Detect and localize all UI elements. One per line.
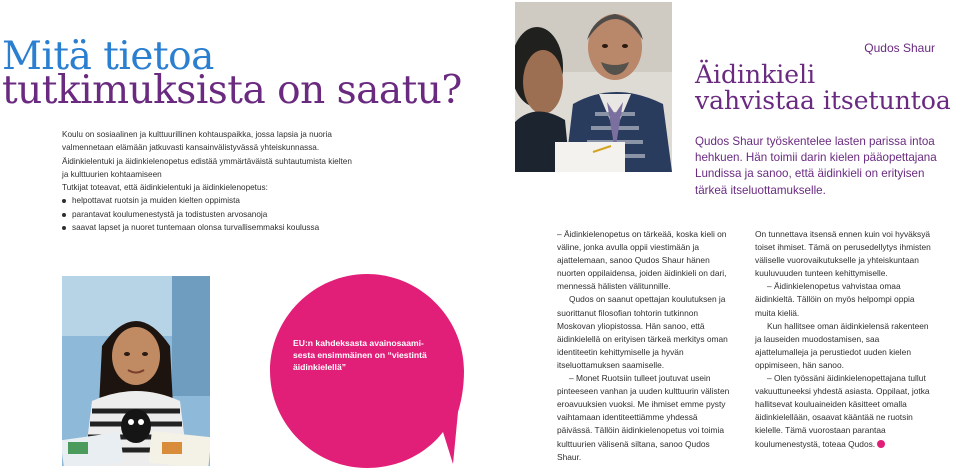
- intro-paragraph: Tutkijat toteavat, että äidinkielentuki ja äidinkielenopetus:: [62, 183, 268, 193]
- article-heading: [695, 62, 951, 114]
- girl-photo: [62, 276, 210, 466]
- paragraph: – Monet Ruotsiin tulleet joutuvat usein pinteeseen vanhan ja uuden kulttuurin välisten eroavuuksien vuoksi. Me ihmiset emme pysty vaihtamaan identiteettiämme yhdessä päivässä. Tällöin äidinkielenopetus voi toimia kulttuurien välisenä siltana, sanoo Qudos Shaur.: [557, 373, 730, 462]
- paragraph: [755, 372, 931, 451]
- list-item: helpottavat ruotsin ja muiden kielten oppimista: [62, 194, 352, 207]
- list-item: saavat lapset ja nuoret tuntemaan olonsa turvallisemmaksi koulussa: [62, 221, 352, 234]
- heading-line-2: vahvistaa itsetuntoa: [695, 86, 951, 115]
- intro-paragraph: Koulu on sosiaalinen ja kulttuurillinen kohtauspaikka, jossa lapsia ja nuoria valmennetaan elämään jatkuvasti kansainvälistyvässä yhteiskunnassa. Äidinkielentuki ja äidinkielenopetus edistää ymmärtäväistä suhtautumista kielten ja kulttuurien kohtaamiseen: [62, 130, 352, 179]
- page-title: [2, 34, 462, 113]
- bubble-text: EU:n kahdeksasta avainosaami- sesta ensimmäinen on “viestintä äidinkielellä”: [293, 338, 427, 372]
- paragraph: On tunnettava itsensä ennen kuin voi hyväksyä toiset ihmiset. Tämä on perusedellytys ihmisten väliselle vuorovaikutukselle ja yhteiskuntaan kuuluvuuden tunteen kehittymiselle.: [755, 229, 931, 279]
- article-column-2: [755, 228, 931, 451]
- teacher-photo: [515, 2, 672, 172]
- intro-text: [62, 128, 352, 234]
- title-line-2: tutkimuksista on saatu?: [2, 68, 462, 113]
- findings-list: [62, 194, 352, 234]
- paragraph: Qudos on saanut opettajan koulutuksen ja suorittanut filosofian tohtorin tutkinnon Moskovan yliopistossa. Hän sanoo, että äidinkielellä on erityisen tärkeä merkitys oman identiteetin kehittymiselle ja hyvän itseluottamuksen saamiselle.: [557, 294, 728, 370]
- paragraph: – Äidinkielenopetus vahvistaa omaa äidinkieltä. Tällöin on myös helpompi oppia muita kieliä.: [755, 281, 915, 318]
- end-mark-icon: [877, 440, 885, 448]
- title-line-1: Mitä tietoa: [2, 34, 214, 79]
- paragraph: Kun hallitsee oman äidinkielensä rakenteen ja lauseiden muodostamisen, saa ajattelumalleja ja perustiedot uuden kielen oppimiseen, hän sanoo.: [755, 320, 929, 370]
- lead-paragraph: Qudos Shaur työskentelee lasten parissa intoa hehkuen. Hän toimii darin kielen pääopettajana Lundissa ja sanoo, että äidinkieli on erityisen tärkeä itseluottamukselle.: [695, 135, 937, 197]
- person-name-label: Qudos Shaur: [864, 41, 935, 55]
- article-column-1: [557, 228, 733, 464]
- paragraph: – Äidinkielenopetus on tärkeää, koska kieli on väline, jonka avulla oppii viestimään ja ajattelemaan, sanoo Qudos Shaur hänen nuorten oppilaidensa, joiden äidinkieli on dari, mennessä hälisten välitunnille.: [557, 229, 727, 292]
- heading-line-1: Äidinkieli: [695, 60, 816, 89]
- paragraph-text: – Olen työssäni äidinkielenopettajana tullut vakuuttuneeksi yhdestä asiasta. Oppilaat, jotka hallitsevat kouluaineiden käsitteet omalla äidinkielellään, osaavat kääntää ne ruotsin kielelle. Tämä vuorostaan parantaa koulumenestystä, toteaa Qudos.: [755, 373, 930, 449]
- list-item: parantavat koulumenestystä ja todistusten arvosanoja: [62, 208, 352, 221]
